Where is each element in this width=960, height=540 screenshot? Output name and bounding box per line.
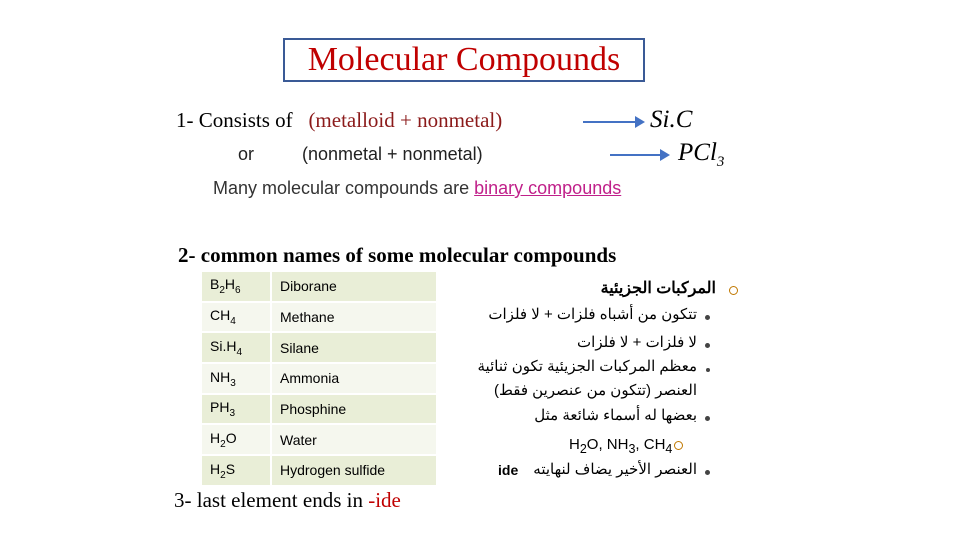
example-o-nh: O, NH — [586, 436, 629, 453]
arabic-bullet-5 — [533, 460, 697, 478]
example-pcl3-main: PCl — [678, 139, 717, 166]
binary-term: binary compounds — [474, 178, 622, 198]
arabic-bullet-2: لا فلزات + لا فلزات — [577, 334, 697, 351]
table-row — [201, 363, 437, 394]
dot-bullet-icon — [705, 470, 710, 475]
example-h-sub: 2 — [579, 442, 587, 456]
compound-name: Water — [271, 424, 437, 455]
compound-formula — [201, 424, 271, 455]
section3-line — [174, 488, 401, 513]
compound-formula — [201, 363, 271, 394]
compound-formula — [201, 455, 271, 486]
formula-element: PH — [210, 399, 230, 416]
arabic-bullet-5-text: العنصر الأخير يضاف لنهايته — [533, 461, 697, 478]
formula-subscript: 6 — [235, 285, 241, 297]
section1-prefix: 1- Consists of — [176, 108, 293, 132]
table-row — [201, 455, 437, 486]
formula-element: CH — [210, 307, 231, 324]
table-row — [201, 394, 437, 425]
compound-formula — [201, 302, 271, 333]
table-row — [201, 332, 437, 363]
dot-bullet-icon — [706, 368, 710, 372]
section1-combo1: (metalloid + nonmetal) — [308, 108, 503, 132]
arabic-bullet-1: تتكون من أشباه فلزات + لا فلزات — [488, 306, 697, 323]
example-ch-sub: 4 — [665, 442, 673, 456]
section1-line1 — [176, 108, 502, 133]
formula-element: H — [210, 429, 221, 446]
example-h: H — [569, 436, 580, 453]
formula-subscript: 2 — [220, 438, 226, 450]
arrow-icon — [583, 121, 643, 123]
section3-suffix: -ide — [368, 488, 401, 512]
arabic-bullet-4: بعضها له أسماء شائعة مثل — [534, 407, 697, 424]
formula-subscript: 2 — [219, 285, 225, 297]
formula-element: H — [224, 276, 236, 293]
compound-name: Ammonia — [271, 363, 437, 394]
section1-combo2: (nonmetal + nonmetal) — [302, 144, 483, 164]
ring-bullet-icon — [729, 286, 738, 295]
compound-formula — [201, 271, 271, 302]
ring-bullet-icon — [674, 441, 683, 450]
formula-subscript: 4 — [230, 315, 236, 327]
compound-name: Hydrogen sulfide — [271, 455, 437, 486]
formula-element: NH — [210, 368, 231, 385]
dot-bullet-icon — [705, 343, 710, 348]
table-row — [201, 271, 437, 302]
formula-element: S — [225, 460, 236, 477]
formula-subscript: 3 — [230, 377, 236, 389]
or-label: or — [238, 144, 255, 164]
formula-subscript: 2 — [220, 469, 226, 481]
example-sic: Si.C — [650, 106, 693, 133]
compound-name: Phosphine — [271, 394, 437, 425]
formula-element: B — [210, 276, 220, 293]
dot-bullet-icon — [705, 416, 710, 421]
formula-subscript: 4 — [236, 346, 243, 358]
compound-name: Diborane — [271, 271, 437, 302]
arabic-bullet-3-line1: معظم المركبات الجزيئية تكون ثنائية — [477, 358, 697, 375]
binary-sentence: Many molecular compounds are — [213, 178, 470, 198]
section2-heading: 2- common names of some molecular compounds — [178, 243, 617, 267]
formula-element: Si.H — [210, 337, 237, 354]
arabic-ide: ide — [498, 462, 519, 478]
formula-subscript: 3 — [229, 407, 236, 419]
binary-line — [213, 178, 621, 199]
dot-bullet-icon — [705, 315, 710, 320]
formula-element: H — [210, 460, 221, 477]
arabic-heading: المركبات الجزيئية — [600, 280, 716, 297]
arrow-icon — [610, 154, 668, 156]
arabic-examples — [569, 436, 672, 456]
example-pcl3 — [678, 139, 724, 171]
example-nh-sub: 3 — [628, 442, 636, 456]
title-box — [283, 38, 645, 82]
compound-name: Silane — [271, 332, 437, 363]
compounds-table-body — [201, 271, 437, 486]
table-row — [201, 302, 437, 333]
page-title: Molecular Compounds — [307, 41, 621, 78]
arabic-bullet-3-line2: العنصر (تتكون من عنصرين فقط) — [494, 382, 697, 399]
example-ch: , CH — [635, 436, 666, 453]
compound-name: Methane — [271, 302, 437, 333]
compounds-table — [200, 270, 438, 487]
formula-element: O — [225, 429, 237, 446]
section3-prefix: 3- last element ends in — [174, 488, 363, 512]
compound-formula — [201, 394, 271, 425]
example-pcl3-sub: 3 — [716, 154, 725, 170]
table-row — [201, 424, 437, 455]
compound-formula — [201, 332, 271, 363]
